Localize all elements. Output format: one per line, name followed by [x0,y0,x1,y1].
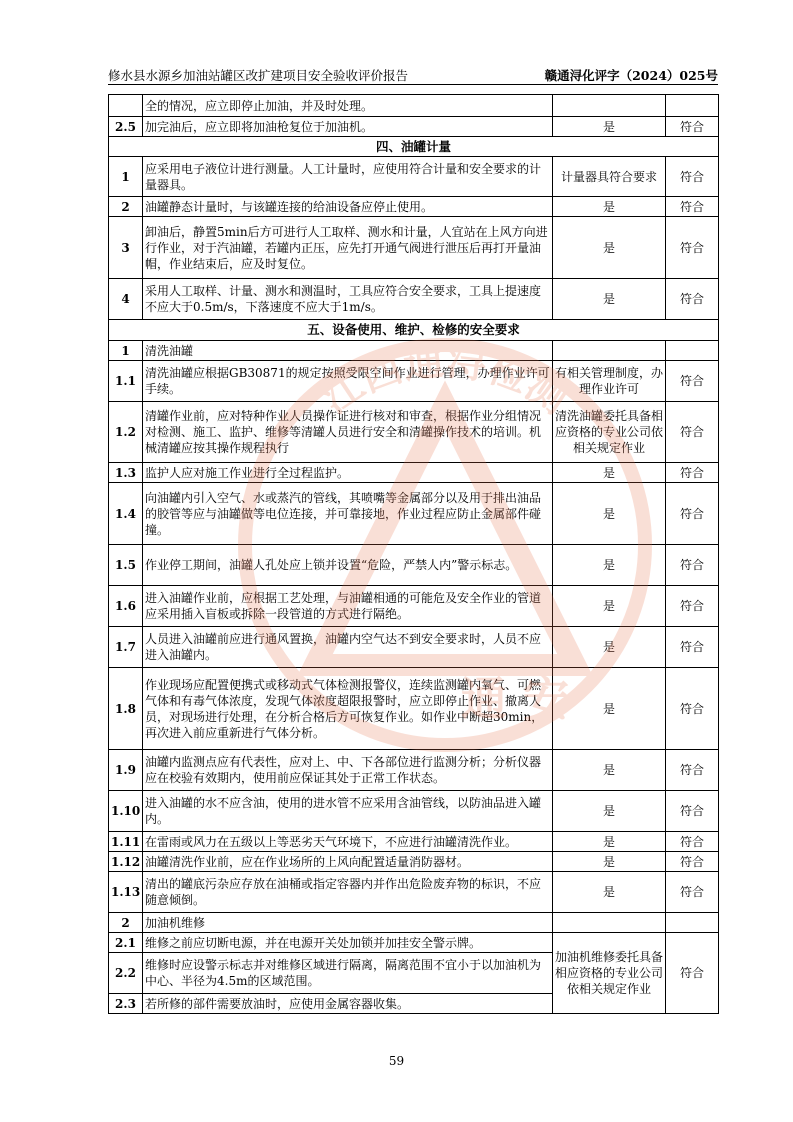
table-row [109,791,719,832]
item-requirement: 卸油后，静置5min后方可进行人工取样、测水和计量，人宜站在上风方向进行作业，对于汽油罐，若罐内正压，应先打开通气阀进行泄压后再打开量油帽，作业结束后，应及时复位。 [143,217,553,279]
item-check-basis: 是 [553,117,666,137]
item-number: 1.5 [109,545,143,586]
item-result: 符合 [666,402,719,463]
report-title: 修水县水源乡加油站罐区改扩建项目安全验收评价报告 [108,68,409,83]
item-number: 1.9 [109,750,143,791]
item-number: 1.11 [109,832,143,852]
table-row [109,157,719,197]
page-header [108,64,718,85]
item-check-basis: 是 [553,586,666,627]
watermark-arc-text: 江西通浔检测 [314,338,576,424]
item-number: 1.7 [109,627,143,668]
item-check-basis: 是 [553,627,666,668]
table-row [109,668,719,750]
item-result: 符合 [666,791,719,832]
item-number: 1.3 [109,463,143,483]
item-result: 符合 [666,197,719,217]
table-row [109,872,719,913]
table-row [109,832,719,852]
item-result: 符合 [666,933,719,1014]
item-check-basis: 是 [553,668,666,750]
item-check-basis: 是 [553,791,666,832]
item-number: 2.5 [109,117,143,137]
table-row [109,913,719,933]
item-requirement: 油罐内监测点应有代表性，应对上、中、下各部位进行监测分析；分析仪器应在校验有效期内，使用前应保证其处于正常工作状态。 [143,750,553,791]
table-row [109,217,719,279]
item-number: 2.2 [109,953,143,994]
item-result: 符合 [666,483,719,545]
watermark-center-text: 通 安 [460,672,570,726]
item-check-basis: 清洗油罐委托具备相应资格的专业公司依相关规定作业 [553,402,666,463]
item-result: 符合 [666,627,719,668]
item-number: 1.8 [109,668,143,750]
table-row [109,545,719,586]
item-requirement: 全的情况，应立即停止加油，并及时处理。 [143,95,553,117]
table-row [109,402,719,463]
item-check-basis: 是 [553,832,666,852]
item-number: 1.12 [109,852,143,872]
item-requirement: 监护人应对施工作业进行全过程监护。 [143,463,553,483]
item-requirement: 在雷雨或风力在五级以上等恶劣天气环境下，不应进行油罐清洗作业。 [143,832,553,852]
item-number: 3 [109,217,143,279]
checklist-table [108,94,719,1014]
item-requirement: 清洗油罐 [143,341,553,361]
item-check-basis: 计量器具符合要求 [553,157,666,197]
item-result: 符合 [666,217,719,279]
item-result [666,341,719,361]
table-row [109,463,719,483]
section-heading-row [109,137,719,157]
table-row [109,95,719,117]
section-heading-row [109,320,719,341]
item-number: 1.13 [109,872,143,913]
item-number: 1.1 [109,361,143,402]
item-number: 1.10 [109,791,143,832]
table-row [109,361,719,402]
item-requirement: 清洗油罐应根据GB30871的规定按照受限空间作业进行管理，办理作业许可手续。 [143,361,553,402]
item-number: 1.4 [109,483,143,545]
item-check-basis: 有相关管理制度，办理作业许可 [553,361,666,402]
item-requirement: 清出的罐底污杂应存放在油桶或指定容器内并作出危险废弃物的标识，不应随意倾倒。 [143,872,553,913]
item-number: 1 [109,157,143,197]
item-result: 符合 [666,872,719,913]
table-row [109,627,719,668]
item-requirement: 清罐作业前，应对特种作业人员操作证进行核对和审查，根据作业分组情况对检测、施工、监护、维修等清罐人员进行安全和清罐操作技术的培训。机械清罐应按其操作规程执行 [143,402,553,463]
item-result: 符合 [666,586,719,627]
item-result: 符合 [666,668,719,750]
section-title: 五、设备使用、维护、检修的安全要求 [109,320,719,341]
item-requirement: 进入油罐作业前，应根据工艺处理，与油罐相通的可能危及安全作业的管道应采用插入盲板或拆除一段管道的方式进行隔绝。 [143,586,553,627]
item-result: 符合 [666,117,719,137]
item-check-basis: 是 [553,545,666,586]
item-result: 符合 [666,463,719,483]
item-check-basis: 是 [553,217,666,279]
item-result: 符合 [666,852,719,872]
item-requirement: 向油罐内引入空气、水或蒸汽的管线，其喷嘴等金属部分以及用于排出油品的胶管等应与油罐做等电位连接，并可靠接地，作业过程应防止金属部件碰撞。 [143,483,553,545]
item-requirement: 加油机维修 [143,913,553,933]
item-check-basis: 是 [553,197,666,217]
item-requirement: 油罐静态计量时，与该罐连接的给油设备应停止使用。 [143,197,553,217]
item-check-basis: 是 [553,750,666,791]
item-requirement: 加完油后，应立即将加油枪复位于加油机。 [143,117,553,137]
item-result [666,95,719,117]
item-result: 符合 [666,361,719,402]
item-requirement: 维修时应设警示标志并对维修区域进行隔离，隔离范围不宜小于以加油机为中心、半径为4.5m的区域范围。 [143,953,553,994]
item-check-basis: 是 [553,483,666,545]
table-row [109,483,719,545]
item-number: 2 [109,197,143,217]
item-requirement: 若所修的部件需要放油时，应使用金属容器收集。 [143,994,553,1014]
section-title: 四、油罐计量 [109,137,719,157]
item-check-basis: 是 [553,872,666,913]
table-row [109,933,719,953]
item-number: 2 [109,913,143,933]
table-row [109,750,719,791]
page-number: 59 [388,1054,405,1068]
item-check-basis [553,913,666,933]
item-result: 符合 [666,750,719,791]
item-requirement: 维修之前应切断电源，并在电源开关处加锁并加挂安全警示牌。 [143,933,553,953]
item-number: 2.1 [109,933,143,953]
item-result: 符合 [666,832,719,852]
item-check-basis: 是 [553,852,666,872]
item-requirement: 应采用电子液位计进行测量。人工计量时，应使用符合计量和安全要求的计量器具。 [143,157,553,197]
table-row [109,852,719,872]
item-requirement: 进入油罐的水不应含油，使用的进水管不应采用含油管线，以防油品进入罐内。 [143,791,553,832]
table-row [109,586,719,627]
item-requirement: 油罐清洗作业前，应在作业场所的上风向配置适量消防器材。 [143,852,553,872]
table-row [109,341,719,361]
table-row [109,279,719,320]
item-check-basis [553,95,666,117]
item-requirement: 采用人工取样、计量、测水和测温时，工具应符合安全要求，工具上提速度不应大于0.5m/s，下落速度不应大于1m/s。 [143,279,553,320]
item-result: 符合 [666,157,719,197]
item-number: 4 [109,279,143,320]
item-check-basis [553,341,666,361]
item-requirement: 人员进入油罐前应进行通风置换，油罐内空气达不到安全要求时，人员不应进入油罐内。 [143,627,553,668]
item-result: 符合 [666,545,719,586]
item-number: 1 [109,341,143,361]
item-number: 1.6 [109,586,143,627]
item-check-basis: 是 [553,463,666,483]
table-row [109,197,719,217]
item-requirement: 作业停工期间，油罐人孔处应上锁并设置“危险，严禁人内”警示标志。 [143,545,553,586]
item-number: 2.3 [109,994,143,1014]
item-check-basis: 是 [553,279,666,320]
item-result [666,913,719,933]
table-row [109,117,719,137]
document-number: 赣通浔化评字（2024）025号 [544,68,718,83]
item-result: 符合 [666,279,719,320]
item-requirement: 作业现场应配置便携式或移动式气体检测报警仪，连续监测罐内氧气、可燃气体和有毒气体浓度，发现气体浓度超限报警时，应立即停止作业、撤离人员，对现场进行处理，在分析合格后方可恢复作业。如作业中断超30min，再次进入前应重新进行气体分析。 [143,668,553,750]
item-check-basis: 加油机维修委托具备相应资格的专业公司依相关规定作业 [553,933,666,1014]
item-number: 1.2 [109,402,143,463]
item-number [109,95,143,117]
